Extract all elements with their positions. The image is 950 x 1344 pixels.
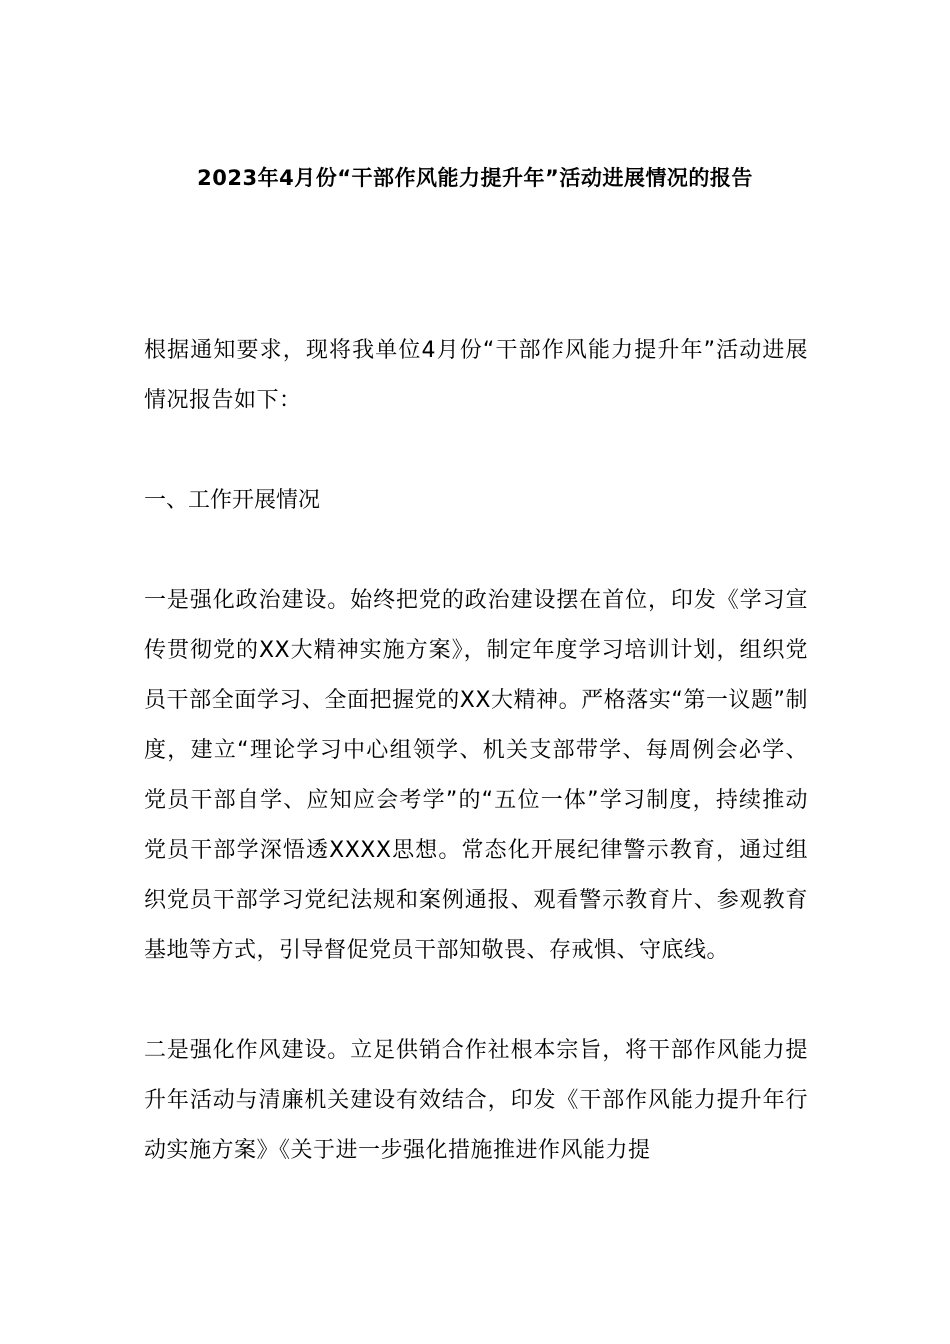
- document-title: 2023年4月份“干部作风能力提升年”活动进展情况的报告: [197, 166, 753, 190]
- paragraph-political-building: 一是强化政治建设。始终把党的政治建设摆在首位，印发《学习宣传贯彻党的XX大精神实施方案》，制定年度学习培训计划，组织党员干部全面学习、全面把握党的XX大精神。严格落实“第一议题”制度，建立“理论学习中心组领学、机关支部带学、每周例会必学、党员干部自学、应知应会考学”的“五位一体”学习制度，持续推动党员干部学深悟透XXXX思想。常态化开展纪律警示教育，通过组织党员干部学习党纪法规和案例通报、观看警示教育片、参观教育基地等方式，引导督促党员干部知敬畏、存戒惧、守底线。: [144, 588, 808, 963]
- intro-paragraph: 根据通知要求，现将我单位4月份“干部作风能力提升年”活动进展情况报告如下：: [144, 338, 808, 413]
- document-body: [144, 326, 808, 1226]
- paragraph-style-building: 二是强化作风建设。立足供销合作社根本宗旨，将干部作风能力提升年活动与清廉机关建设有效结合，印发《干部作风能力提升年行动实施方案》《关于进一步强化措施推进作风能力提: [144, 1038, 808, 1163]
- section-heading: 一、工作开展情况: [144, 488, 321, 513]
